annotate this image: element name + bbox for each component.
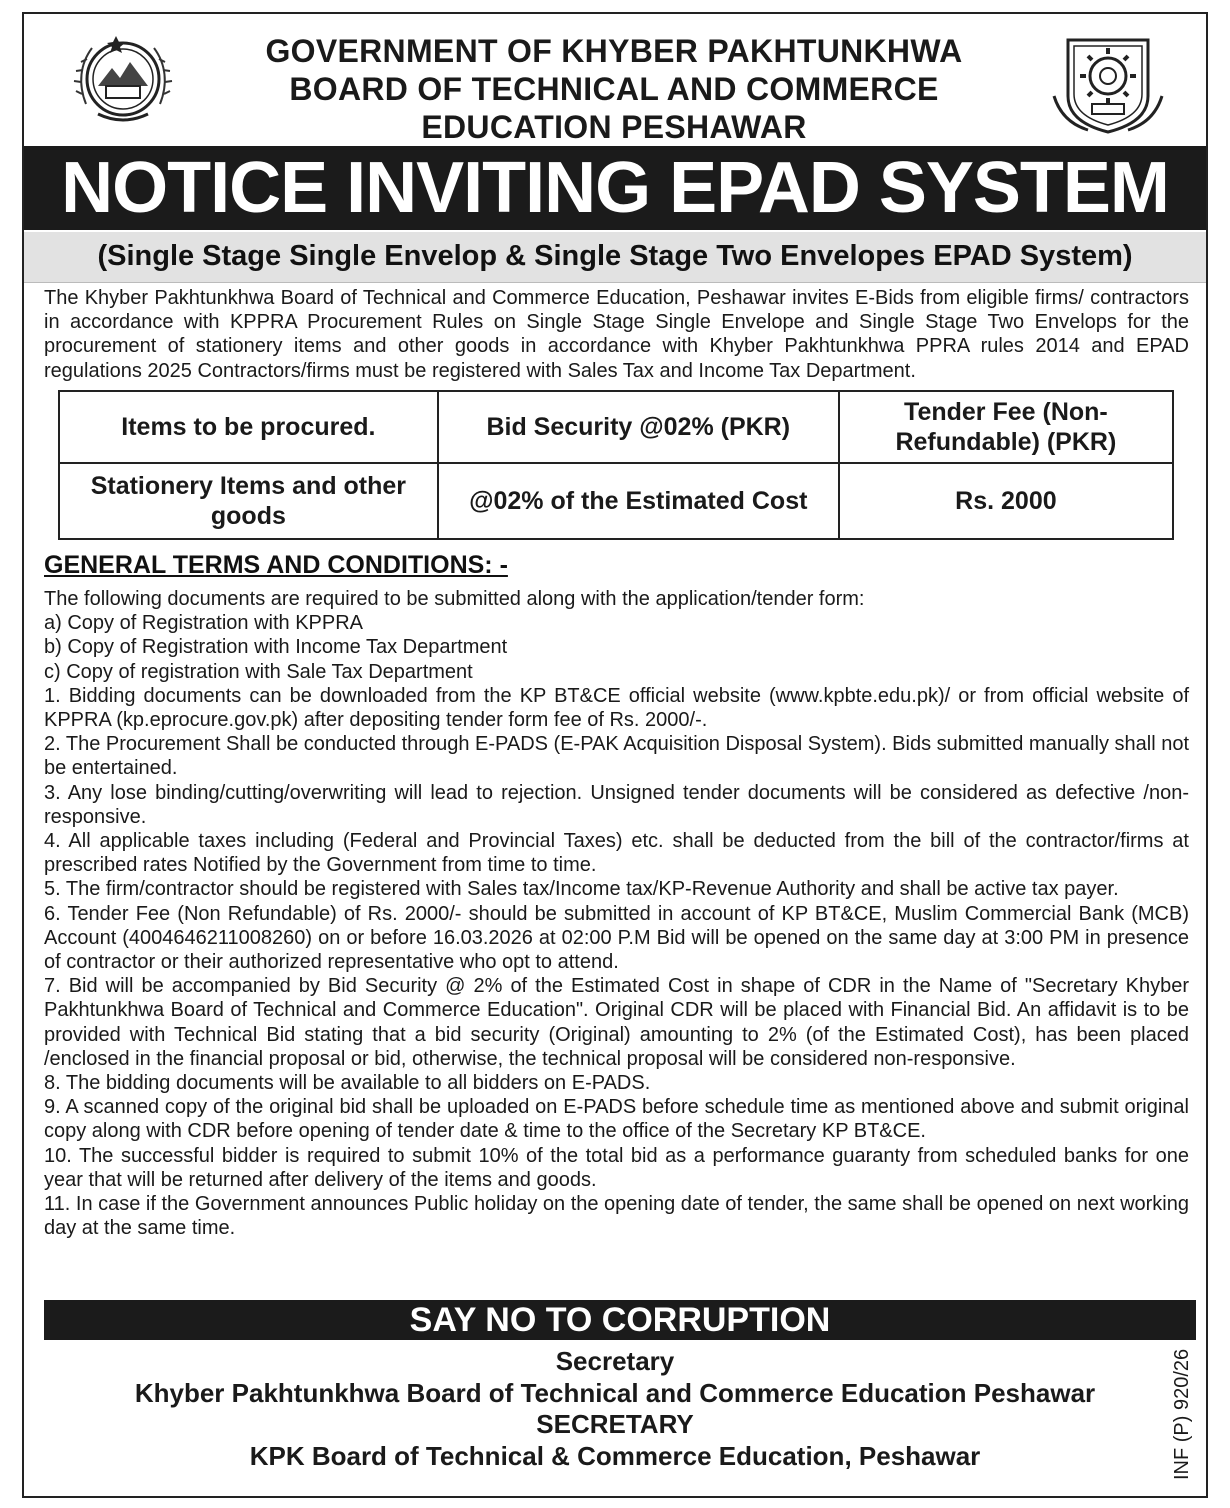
- terms-heading: GENERAL TERMS AND CONDITIONS: -: [44, 551, 508, 579]
- table-cell-tender-fee: Rs. 2000: [839, 463, 1173, 539]
- list-item: 5. The firm/contractor should be registered with Sales tax/Income tax/KP-Revenue Authority and shall be active tax payer.: [44, 878, 1119, 901]
- notice-subtitle: (Single Stage Single Envelop & Single Stage Two Envelopes EPAD System): [97, 240, 1133, 272]
- list-item: 7. Bid will be accompanied by Bid Security @ 2% of the Estimated Cost in shape of CDR in the Name of "Secretary Khyber Pakhtunkhwa Board of Technical and Commerce Education". Original CDR will be placed with Financial Bid. An affidavit is to be provided with Technical Bid stating that a bid security (Original) amounting to 2% (of the Estimated Cost), has been placed /enclosed in the financial proposal or bid, otherwise, the technical proposal will be considered non-responsive.: [44, 975, 1189, 1070]
- header-line-1: GOVERNMENT OF KHYBER PAKHTUNKHWA: [265, 33, 963, 69]
- table-header-row: [59, 391, 1173, 463]
- kp-government-emblem-icon: [68, 24, 178, 134]
- table-header-cell: Items to be procured.: [59, 391, 438, 463]
- notice-title-band: [24, 146, 1206, 230]
- table-cell-item: Stationery Items and other goods: [59, 463, 438, 539]
- signature-line-4: KPK Board of Technical & Commerce Education, Peshawar: [249, 1440, 981, 1471]
- list-item: 10. The successful bidder is required to submit 10% of the total bid as a performance guaranty from scheduled banks for one year that will be returned after delivery of the items and goods.: [44, 1144, 1189, 1191]
- list-item: 4. All applicable taxes including (Federal and Provincial Taxes) etc. shall be deducted from the bill of the contractor/firms at prescribed rates Notified by the Government from time to time.: [44, 830, 1189, 877]
- table-row: [59, 463, 1173, 539]
- table-cell-bid-security: @02% of the Estimated Cost: [438, 463, 839, 539]
- list-item: 2. The Procurement Shall be conducted through E-PADS (E-PAK Acquisition Disposal System). Bids submitted manually shall not be entertained.: [44, 733, 1189, 780]
- header-line-3: EDUCATION PESHAWAR: [421, 109, 807, 145]
- procurement-table: [58, 390, 1174, 540]
- government-heading: [184, 32, 1044, 146]
- signature-block: [24, 1346, 1206, 1472]
- terms-list: [44, 587, 1189, 1240]
- list-item: b) Copy of Registration with Income Tax Department: [44, 636, 508, 659]
- banner-text: SAY NO TO CORRUPTION: [409, 1301, 831, 1339]
- signature-line-2: Khyber Pakhtunkhwa Board of Technical and Commerce Education Peshawar: [134, 1377, 1096, 1408]
- notice-title: NOTICE INVITING EPAD SYSTEM: [61, 148, 1169, 228]
- list-item: 9. A scanned copy of the original bid shall be uploaded on E-PADS before schedule time as mentioned above and submit original copy along with CDR before opening of tender date & time to the office of the Secretary KP BT&CE.: [44, 1096, 1189, 1143]
- inf-code: INF (P) 920/26: [1171, 1348, 1193, 1480]
- terms-intro: The following documents are required to be submitted along with the application/tender form:: [44, 588, 865, 610]
- list-item: 1. Bidding documents can be downloaded from the KP BT&CE official website (www.kpbte.edu.pk)/ or from official website of KPPRA (kp.eprocure.gov.pk) after depositing tender form fee of Rs. 2000/-.: [44, 684, 1189, 732]
- list-item: 8. The bidding documents will be available to all bidders on E-PADS.: [44, 1072, 651, 1095]
- notice-header: [24, 14, 1206, 144]
- say-no-to-corruption-banner: [44, 1300, 1196, 1340]
- notice-subtitle-band: [24, 232, 1206, 283]
- table-header-cell: Tender Fee (Non-Refundable) (PKR): [839, 391, 1173, 463]
- list-item: a) Copy of Registration with KPPRA: [44, 612, 364, 635]
- header-line-2: BOARD OF TECHNICAL AND COMMERCE: [289, 71, 939, 107]
- signature-line-1: Secretary: [555, 1346, 675, 1376]
- list-item: 6. Tender Fee (Non Refundable) of Rs. 2000/- should be submitted in account of KP BT&CE, Muslim Commercial Bank (MCB) Account (4004646211008260) on or before 16.03.2026 at 02:00 P.M Bid will be opened on the same day at 3:00 PM in presence of contractor or their authorized representative who opt to attend.: [44, 902, 1189, 974]
- signature-line-3: SECRETARY: [536, 1409, 694, 1439]
- list-item: c) Copy of registration with Sale Tax Department: [44, 660, 473, 683]
- intro-paragraph: The Khyber Pakhtunkhwa Board of Technical and Commerce Education, Peshawar invites E-Bids from eligible firms/ contractors in accordance with KPPRA Procurement Rules on Single Stage Single Envelope and Single Stage Two Envelops for the procurement of stationery items and other goods in accordance with Khyber Pakhtunkhwa PPRA rules 2014 and EPAD regulations 2025 Contractors/firms must be registered with Sales Tax and Income Tax Department.: [44, 287, 1189, 382]
- list-item: 11. In case if the Government announces Public holiday on the opening date of tender, the same shall be opened on next working day at the same time.: [44, 1193, 1189, 1240]
- kpbte-crest-icon: [1048, 26, 1168, 136]
- list-item: 3. Any lose binding/cutting/overwriting will lead to rejection. Unsigned tender documents will be considered as defective /non-responsive.: [44, 781, 1189, 828]
- table-header-cell: Bid Security @02% (PKR): [438, 391, 839, 463]
